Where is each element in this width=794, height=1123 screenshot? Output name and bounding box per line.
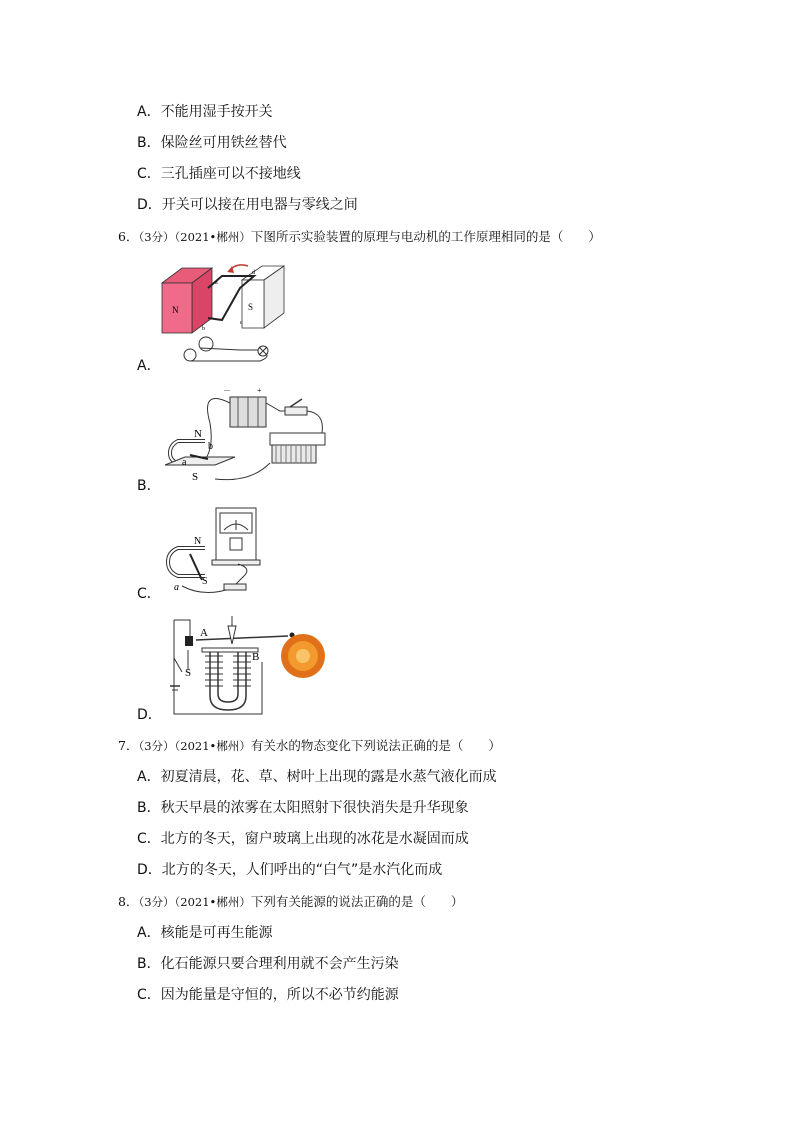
svg-text:B: B [252, 651, 260, 663]
a-n: N [172, 305, 179, 315]
q6-option-d-label: D． [137, 707, 162, 723]
q6-option-a-label: A． [137, 358, 161, 374]
a-s: S [248, 302, 254, 312]
q5-option-d: D．开关可以接在用电器与零线之间 [137, 197, 358, 213]
q5-option-b: B．保险丝可用铁丝替代 [137, 135, 287, 151]
q7-stem: 7．（3分）（2021•郴州）有关水的物态变化下列说法正确的是（ ） [118, 738, 501, 753]
q5-option-c: C．三孔插座可以不接地线 [137, 166, 301, 182]
svg-text:a: a [174, 582, 179, 593]
q7-option-b: B．秋天早晨的浓雾在太阳照射下很快消失是升华现象 [137, 800, 469, 816]
q5-option-a: A．不能用湿手按开关 [137, 104, 273, 120]
svg-text:b: b [202, 326, 205, 332]
q8-stem: 8．（3分）（2021•郴州）下列有关能源的说法正确的是（ ） [118, 894, 464, 909]
q8-option-b: B．化石能源只要合理利用就不会产生污染 [137, 956, 399, 972]
q7-option-c: C．北方的冬天，窗户玻璃上出现的冰花是水凝固而成 [137, 831, 469, 847]
svg-text:S: S [192, 471, 199, 483]
svg-text:c: c [240, 320, 243, 326]
q8-option-c: C．因为能量是守恒的，所以不必节约能源 [137, 987, 399, 1003]
q6-option-b-label: B． [137, 478, 161, 494]
svg-text:a: a [182, 457, 187, 468]
q7-option-a: A．初夏清晨，花、草、树叶上出现的露是水蒸气液化而成 [137, 769, 497, 785]
svg-text:－: － [223, 386, 231, 395]
figure-c-galvanometer [160, 506, 270, 596]
svg-text:+: + [257, 386, 262, 395]
svg-text:S: S [202, 576, 208, 587]
q6-option-c-label: C． [137, 586, 161, 602]
q7-option-d: D．北方的冬天，人们呼出的“白气”是水汽化而成 [137, 862, 443, 878]
svg-text:A: A [200, 627, 208, 639]
svg-text:d: d [252, 270, 255, 276]
q8-option-a: A．核能是可再生能源 [137, 925, 273, 941]
svg-text:N: N [194, 428, 202, 440]
svg-text:N: N [194, 536, 202, 547]
figure-a-motor [160, 258, 285, 368]
svg-text:a: a [215, 280, 218, 286]
svg-text:b: b [208, 441, 213, 452]
figure-d-electric-bell [170, 614, 325, 718]
svg-text:S: S [185, 667, 192, 679]
figure-b-circuit [160, 383, 330, 488]
q6-stem: 6．（3分）（2021•郴州）下图所示实验装置的原理与电动机的工作原理相同的是（ ） [118, 229, 601, 244]
